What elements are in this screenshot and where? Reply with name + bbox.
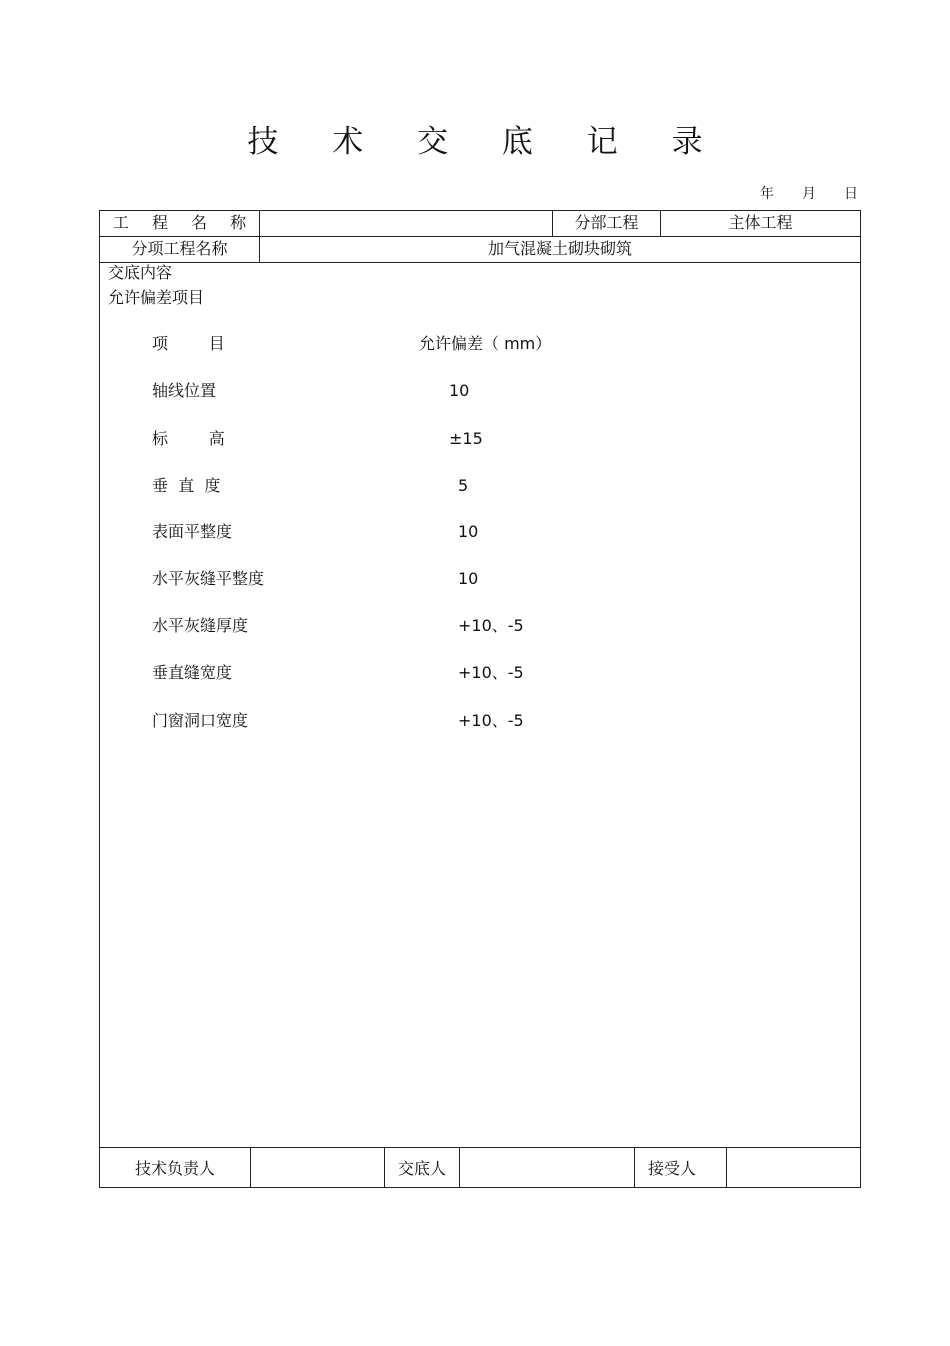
table-row-divider bbox=[99, 262, 861, 263]
column-header-value: 允许偏差（ mm） bbox=[419, 334, 552, 353]
deviation-item: 水平灰缝厚度 bbox=[152, 616, 249, 635]
table-col-divider bbox=[459, 1147, 460, 1188]
date-line bbox=[760, 183, 858, 203]
date-year: 年 bbox=[760, 186, 774, 202]
deviation-item: 表面平整度 bbox=[152, 522, 233, 541]
deviation-item: 水平灰缝平整度 bbox=[152, 569, 265, 588]
deviation-item: 垂 直 度 bbox=[152, 476, 221, 495]
deviation-value: 10 bbox=[458, 522, 479, 541]
item-name-value: 加气混凝土砌块砌筑 bbox=[487, 239, 632, 258]
deviation-item: 标 高 bbox=[152, 429, 225, 448]
receiver-label: 接受人 bbox=[647, 1159, 696, 1178]
presenter-label: 交底人 bbox=[397, 1159, 446, 1178]
deviation-item: 轴线位置 bbox=[152, 381, 217, 400]
tech-lead-label: 技术负责人 bbox=[134, 1159, 215, 1178]
project-name-label: 工 程 名 称 bbox=[112, 213, 256, 232]
date-day: 日 bbox=[844, 186, 858, 202]
deviation-value: ±15 bbox=[449, 429, 483, 448]
deviation-value: 10 bbox=[458, 569, 479, 588]
table-right-border bbox=[860, 210, 861, 1188]
table-col-divider bbox=[726, 1147, 727, 1188]
deviation-value: +10、-5 bbox=[458, 711, 524, 730]
deviation-value: +10、-5 bbox=[458, 616, 524, 635]
table-row-divider bbox=[99, 1147, 861, 1148]
document-title: 技 术 交 底 记 录 bbox=[247, 124, 725, 160]
deviation-item: 门窗洞口宽度 bbox=[152, 711, 249, 730]
content-label: 交底内容 bbox=[108, 263, 173, 282]
deviation-item: 垂直缝宽度 bbox=[152, 663, 233, 682]
table-left-border bbox=[99, 210, 100, 1188]
sub-project-label: 分部工程 bbox=[574, 213, 639, 232]
deviation-value: +10、-5 bbox=[458, 663, 524, 682]
table-bottom-border bbox=[99, 1187, 861, 1188]
column-header-item: 项 目 bbox=[152, 334, 225, 353]
table-col-divider bbox=[250, 1147, 251, 1188]
date-month: 月 bbox=[802, 186, 816, 202]
item-name-label: 分项工程名称 bbox=[131, 239, 228, 258]
deviation-value: 5 bbox=[458, 476, 469, 495]
deviation-value: 10 bbox=[449, 381, 470, 400]
content-subtitle: 允许偏差项目 bbox=[108, 288, 205, 307]
sub-project-value: 主体工程 bbox=[728, 213, 793, 232]
